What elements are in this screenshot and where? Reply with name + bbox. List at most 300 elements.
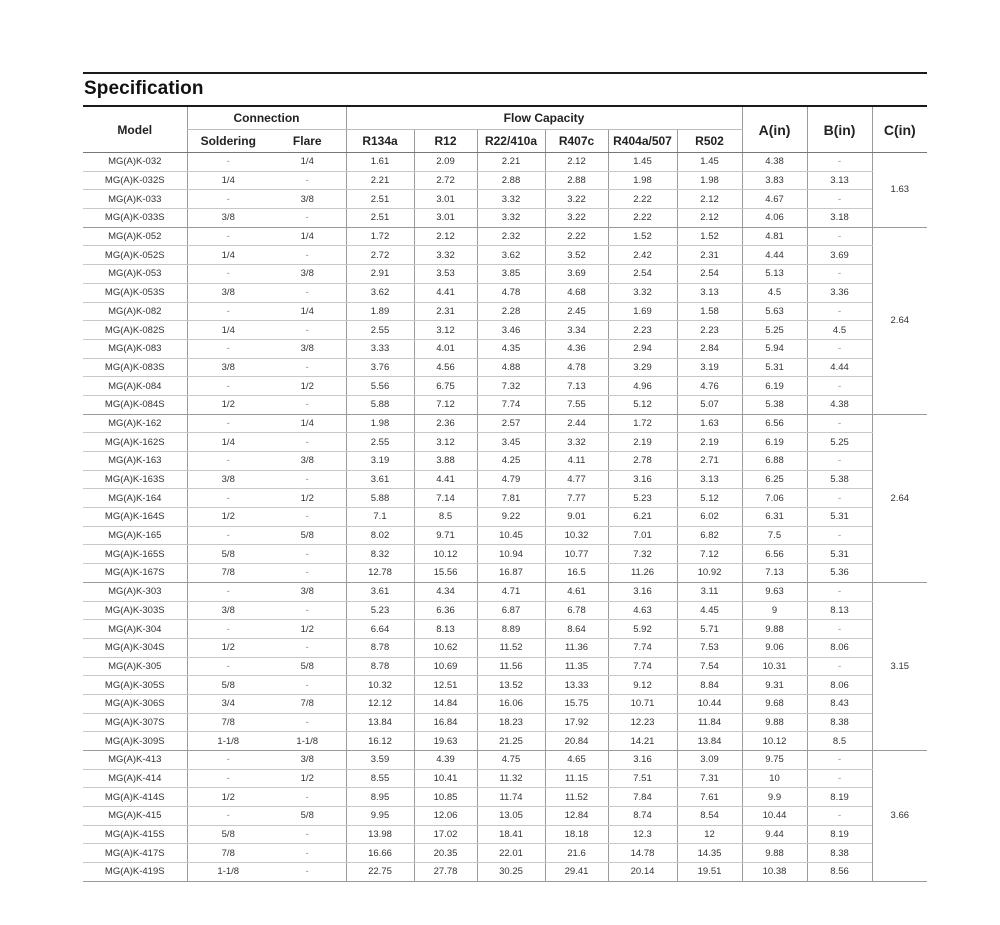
cell-flare: 3/8 [269, 582, 346, 601]
cell-a: 6.56 [742, 414, 807, 433]
cell-r22-410a: 2.57 [477, 414, 545, 433]
cell-soldering: 3/8 [187, 601, 269, 620]
cell-r404a-507: 4.96 [608, 377, 677, 396]
cell-r502: 5.07 [677, 395, 742, 414]
cell-r502: 1.52 [677, 227, 742, 246]
cell-r404a-507: 8.74 [608, 807, 677, 826]
cell-model: MG(A)K-082S [83, 321, 187, 340]
cell-flare: - [269, 564, 346, 583]
cell-flare: - [269, 283, 346, 302]
cell-r407c: 7.13 [545, 377, 608, 396]
cell-model: MG(A)K-303 [83, 582, 187, 601]
cell-soldering: - [187, 807, 269, 826]
cell-soldering: 3/8 [187, 283, 269, 302]
table-row [83, 395, 927, 414]
cell-soldering: 5/8 [187, 545, 269, 564]
cell-r12: 4.34 [414, 582, 477, 601]
cell-r404a-507: 1.72 [608, 414, 677, 433]
cell-r22-410a: 2.88 [477, 171, 545, 190]
cell-r22-410a: 7.81 [477, 489, 545, 508]
header-flare: Flare [269, 130, 346, 153]
cell-r404a-507: 5.23 [608, 489, 677, 508]
cell-r134a: 5.23 [346, 601, 414, 620]
cell-a: 7.06 [742, 489, 807, 508]
table-row [83, 414, 927, 433]
cell-soldering: 1-1/8 [187, 863, 269, 882]
cell-model: MG(A)K-052 [83, 227, 187, 246]
cell-a: 4.44 [742, 246, 807, 265]
cell-flare: - [269, 209, 346, 228]
cell-r407c: 16.5 [545, 564, 608, 583]
cell-model: MG(A)K-304 [83, 620, 187, 639]
cell-a: 9.88 [742, 844, 807, 863]
cell-r404a-507: 3.29 [608, 358, 677, 377]
cell-a: 3.83 [742, 171, 807, 190]
cell-b: 8.06 [807, 676, 872, 695]
cell-r502: 7.61 [677, 788, 742, 807]
cell-flare: - [269, 508, 346, 527]
cell-r134a: 5.56 [346, 377, 414, 396]
cell-r12: 3.53 [414, 265, 477, 284]
cell-r404a-507: 6.21 [608, 508, 677, 527]
cell-r502: 2.12 [677, 209, 742, 228]
cell-soldering: 3/8 [187, 470, 269, 489]
cell-r404a-507: 14.21 [608, 732, 677, 751]
cell-r12: 10.12 [414, 545, 477, 564]
cell-b: - [807, 489, 872, 508]
cell-r134a: 10.32 [346, 676, 414, 695]
cell-r22-410a: 4.35 [477, 339, 545, 358]
table-row [83, 190, 927, 209]
cell-soldering: - [187, 452, 269, 471]
cell-r404a-507: 3.32 [608, 283, 677, 302]
table-row [83, 246, 927, 265]
cell-a: 9.31 [742, 676, 807, 695]
table-row [83, 377, 927, 396]
cell-a: 10.12 [742, 732, 807, 751]
cell-a: 9.44 [742, 825, 807, 844]
cell-r12: 16.84 [414, 713, 477, 732]
cell-r134a: 8.32 [346, 545, 414, 564]
cell-b: 8.38 [807, 713, 872, 732]
cell-r12: 3.12 [414, 433, 477, 452]
cell-a: 5.13 [742, 265, 807, 284]
cell-b: 8.56 [807, 863, 872, 882]
table-row [83, 339, 927, 358]
cell-c-group: 3.66 [872, 751, 927, 882]
cell-r12: 8.13 [414, 620, 477, 639]
table-row [83, 620, 927, 639]
cell-r502: 1.98 [677, 171, 742, 190]
cell-r22-410a: 9.22 [477, 508, 545, 527]
cell-flare: - [269, 601, 346, 620]
cell-model: MG(A)K-303S [83, 601, 187, 620]
cell-flare: 5/8 [269, 526, 346, 545]
table-row [83, 751, 927, 770]
cell-model: MG(A)K-414S [83, 788, 187, 807]
table-row [83, 601, 927, 620]
cell-b: 4.5 [807, 321, 872, 340]
cell-r502: 3.13 [677, 470, 742, 489]
cell-r407c: 4.61 [545, 582, 608, 601]
table-row [83, 545, 927, 564]
cell-r502: 7.53 [677, 638, 742, 657]
cell-flare: - [269, 470, 346, 489]
cell-a: 5.31 [742, 358, 807, 377]
cell-flare: 1/2 [269, 489, 346, 508]
cell-b: - [807, 620, 872, 639]
header-r502: R502 [677, 130, 742, 153]
table-row [83, 489, 927, 508]
cell-r22-410a: 2.28 [477, 302, 545, 321]
cell-r502: 7.31 [677, 769, 742, 788]
cell-r404a-507: 3.16 [608, 470, 677, 489]
cell-model: MG(A)K-032 [83, 153, 187, 172]
cell-model: MG(A)K-415 [83, 807, 187, 826]
cell-c-group: 1.63 [872, 153, 927, 228]
cell-b: 3.69 [807, 246, 872, 265]
cell-flare: - [269, 395, 346, 414]
cell-r502: 5.71 [677, 620, 742, 639]
cell-a: 6.19 [742, 433, 807, 452]
cell-r407c: 4.77 [545, 470, 608, 489]
cell-r22-410a: 3.46 [477, 321, 545, 340]
cell-b: - [807, 657, 872, 676]
cell-flare: 5/8 [269, 657, 346, 676]
cell-r404a-507: 2.78 [608, 452, 677, 471]
cell-flare: - [269, 246, 346, 265]
header-soldering: Soldering [187, 130, 269, 153]
cell-a: 9.63 [742, 582, 807, 601]
cell-a: 4.67 [742, 190, 807, 209]
cell-b: - [807, 414, 872, 433]
cell-r22-410a: 4.79 [477, 470, 545, 489]
cell-r407c: 4.36 [545, 339, 608, 358]
cell-r12: 19.63 [414, 732, 477, 751]
cell-r407c: 4.65 [545, 751, 608, 770]
cell-r12: 10.85 [414, 788, 477, 807]
cell-r134a: 2.21 [346, 171, 414, 190]
cell-r407c: 7.55 [545, 395, 608, 414]
cell-soldering: 7/8 [187, 713, 269, 732]
cell-model: MG(A)K-053S [83, 283, 187, 302]
cell-b: - [807, 807, 872, 826]
cell-flare: - [269, 676, 346, 695]
cell-flare: - [269, 545, 346, 564]
cell-r407c: 3.34 [545, 321, 608, 340]
cell-a: 9.88 [742, 620, 807, 639]
cell-r12: 2.72 [414, 171, 477, 190]
cell-r22-410a: 18.23 [477, 713, 545, 732]
cell-soldering: 1/4 [187, 246, 269, 265]
header-model: Model [83, 106, 187, 153]
cell-flare: 3/8 [269, 339, 346, 358]
cell-r12: 3.88 [414, 452, 477, 471]
cell-r22-410a: 13.05 [477, 807, 545, 826]
cell-r407c: 11.35 [545, 657, 608, 676]
cell-model: MG(A)K-309S [83, 732, 187, 751]
cell-b: - [807, 526, 872, 545]
header-flow-capacity: Flow Capacity [346, 106, 742, 130]
cell-r134a: 12.78 [346, 564, 414, 583]
cell-model: MG(A)K-162 [83, 414, 187, 433]
cell-r404a-507: 3.16 [608, 582, 677, 601]
cell-r407c: 29.41 [545, 863, 608, 882]
cell-r404a-507: 20.14 [608, 863, 677, 882]
table-row [83, 713, 927, 732]
cell-r404a-507: 7.74 [608, 657, 677, 676]
cell-r134a: 2.51 [346, 209, 414, 228]
cell-r134a: 2.72 [346, 246, 414, 265]
cell-r502: 1.58 [677, 302, 742, 321]
cell-r502: 4.76 [677, 377, 742, 396]
cell-soldering: 3/8 [187, 358, 269, 377]
cell-r12: 4.01 [414, 339, 477, 358]
cell-flare: - [269, 358, 346, 377]
cell-r134a: 3.61 [346, 582, 414, 601]
cell-r12: 10.41 [414, 769, 477, 788]
cell-model: MG(A)K-082 [83, 302, 187, 321]
cell-model: MG(A)K-305S [83, 676, 187, 695]
table-body [83, 153, 927, 882]
cell-r12: 4.39 [414, 751, 477, 770]
cell-model: MG(A)K-165 [83, 526, 187, 545]
cell-soldering: - [187, 265, 269, 284]
cell-r134a: 3.61 [346, 470, 414, 489]
cell-a: 4.06 [742, 209, 807, 228]
cell-r404a-507: 11.26 [608, 564, 677, 583]
cell-b: 8.19 [807, 825, 872, 844]
cell-flare: 1/2 [269, 769, 346, 788]
cell-r404a-507: 7.32 [608, 545, 677, 564]
cell-b: 4.38 [807, 395, 872, 414]
cell-r12: 9.71 [414, 526, 477, 545]
cell-r22-410a: 22.01 [477, 844, 545, 863]
cell-b: 5.36 [807, 564, 872, 583]
cell-r22-410a: 11.32 [477, 769, 545, 788]
cell-model: MG(A)K-305 [83, 657, 187, 676]
cell-r134a: 8.95 [346, 788, 414, 807]
cell-r407c: 11.15 [545, 769, 608, 788]
cell-soldering: - [187, 153, 269, 172]
cell-r404a-507: 7.51 [608, 769, 677, 788]
cell-a: 5.63 [742, 302, 807, 321]
cell-flare: - [269, 638, 346, 657]
cell-r22-410a: 4.78 [477, 283, 545, 302]
table-row [83, 302, 927, 321]
cell-model: MG(A)K-084S [83, 395, 187, 414]
header-r22-410a: R22/410a [477, 130, 545, 153]
cell-r134a: 6.64 [346, 620, 414, 639]
cell-flare: 1/4 [269, 302, 346, 321]
table-row [83, 844, 927, 863]
cell-r502: 5.12 [677, 489, 742, 508]
table-row [83, 433, 927, 452]
table-row [83, 227, 927, 246]
cell-r134a: 5.88 [346, 395, 414, 414]
cell-r404a-507: 2.42 [608, 246, 677, 265]
table-row [83, 694, 927, 713]
cell-soldering: - [187, 339, 269, 358]
cell-r134a: 7.1 [346, 508, 414, 527]
header-b: B(in) [807, 106, 872, 153]
cell-r407c: 2.88 [545, 171, 608, 190]
cell-r404a-507: 2.54 [608, 265, 677, 284]
cell-b: 8.5 [807, 732, 872, 751]
cell-b: - [807, 339, 872, 358]
cell-flare: - [269, 321, 346, 340]
cell-r407c: 21.6 [545, 844, 608, 863]
table-row [83, 638, 927, 657]
cell-r22-410a: 10.45 [477, 526, 545, 545]
table-row [83, 321, 927, 340]
cell-flare: 3/8 [269, 265, 346, 284]
cell-r404a-507: 3.16 [608, 751, 677, 770]
cell-b: 5.31 [807, 545, 872, 564]
cell-a: 6.31 [742, 508, 807, 527]
cell-r502: 2.23 [677, 321, 742, 340]
cell-model: MG(A)K-414 [83, 769, 187, 788]
cell-r502: 12 [677, 825, 742, 844]
cell-r407c: 9.01 [545, 508, 608, 527]
cell-r22-410a: 11.56 [477, 657, 545, 676]
cell-a: 6.88 [742, 452, 807, 471]
table-row [83, 508, 927, 527]
cell-r134a: 1.72 [346, 227, 414, 246]
cell-a: 9.88 [742, 713, 807, 732]
cell-r22-410a: 4.75 [477, 751, 545, 770]
cell-soldering: - [187, 489, 269, 508]
cell-r407c: 2.22 [545, 227, 608, 246]
cell-r134a: 3.62 [346, 283, 414, 302]
table-row [83, 153, 927, 172]
cell-r22-410a: 3.32 [477, 209, 545, 228]
cell-r404a-507: 1.45 [608, 153, 677, 172]
cell-model: MG(A)K-162S [83, 433, 187, 452]
cell-a: 10 [742, 769, 807, 788]
cell-flare: 3/8 [269, 751, 346, 770]
cell-r404a-507: 7.01 [608, 526, 677, 545]
cell-r502: 1.63 [677, 414, 742, 433]
cell-r502: 1.45 [677, 153, 742, 172]
cell-r134a: 13.98 [346, 825, 414, 844]
cell-r502: 13.84 [677, 732, 742, 751]
cell-flare: - [269, 844, 346, 863]
cell-r502: 11.84 [677, 713, 742, 732]
cell-soldering: - [187, 657, 269, 676]
cell-flare: - [269, 171, 346, 190]
cell-b: - [807, 769, 872, 788]
cell-r502: 3.11 [677, 582, 742, 601]
cell-r407c: 10.77 [545, 545, 608, 564]
cell-model: MG(A)K-032S [83, 171, 187, 190]
cell-r404a-507: 2.22 [608, 209, 677, 228]
cell-r502: 14.35 [677, 844, 742, 863]
table-row [83, 807, 927, 826]
cell-r407c: 4.78 [545, 358, 608, 377]
cell-r407c: 2.44 [545, 414, 608, 433]
cell-r12: 6.75 [414, 377, 477, 396]
cell-r404a-507: 12.23 [608, 713, 677, 732]
cell-b: 8.19 [807, 788, 872, 807]
table-row [83, 788, 927, 807]
cell-r134a: 5.88 [346, 489, 414, 508]
cell-soldering: 1/2 [187, 638, 269, 657]
cell-soldering: - [187, 414, 269, 433]
cell-soldering: 3/4 [187, 694, 269, 713]
cell-r404a-507: 1.69 [608, 302, 677, 321]
table-row [83, 769, 927, 788]
cell-r407c: 2.12 [545, 153, 608, 172]
cell-r407c: 11.52 [545, 788, 608, 807]
cell-model: MG(A)K-033S [83, 209, 187, 228]
cell-r134a: 9.95 [346, 807, 414, 826]
cell-r12: 15.56 [414, 564, 477, 583]
cell-b: 8.38 [807, 844, 872, 863]
cell-r12: 4.41 [414, 470, 477, 489]
cell-b: 4.44 [807, 358, 872, 377]
cell-model: MG(A)K-419S [83, 863, 187, 882]
cell-r502: 8.84 [677, 676, 742, 695]
table-row [83, 265, 927, 284]
table-row [83, 863, 927, 882]
cell-r407c: 10.32 [545, 526, 608, 545]
cell-c-group: 2.64 [872, 227, 927, 414]
cell-r407c: 8.64 [545, 620, 608, 639]
table-row [83, 283, 927, 302]
cell-r407c: 7.77 [545, 489, 608, 508]
cell-r407c: 18.18 [545, 825, 608, 844]
cell-model: MG(A)K-304S [83, 638, 187, 657]
cell-soldering: 1/4 [187, 433, 269, 452]
cell-model: MG(A)K-417S [83, 844, 187, 863]
cell-r502: 2.54 [677, 265, 742, 284]
cell-soldering: - [187, 751, 269, 770]
cell-r12: 6.36 [414, 601, 477, 620]
cell-r404a-507: 2.22 [608, 190, 677, 209]
table-row [83, 676, 927, 695]
cell-r22-410a: 21.25 [477, 732, 545, 751]
cell-r407c: 20.84 [545, 732, 608, 751]
cell-a: 9.68 [742, 694, 807, 713]
table-row [83, 526, 927, 545]
cell-model: MG(A)K-033 [83, 190, 187, 209]
cell-r22-410a: 13.52 [477, 676, 545, 695]
header-r12: R12 [414, 130, 477, 153]
table-row [83, 452, 927, 471]
cell-b: - [807, 302, 872, 321]
cell-r22-410a: 2.32 [477, 227, 545, 246]
cell-r502: 2.12 [677, 190, 742, 209]
cell-r12: 12.06 [414, 807, 477, 826]
cell-soldering: 5/8 [187, 676, 269, 695]
cell-flare: 1/2 [269, 620, 346, 639]
cell-model: MG(A)K-306S [83, 694, 187, 713]
top-rule [83, 72, 927, 74]
cell-r22-410a: 30.25 [477, 863, 545, 882]
cell-r404a-507: 7.84 [608, 788, 677, 807]
cell-b: - [807, 265, 872, 284]
cell-r134a: 1.98 [346, 414, 414, 433]
table-row [83, 732, 927, 751]
cell-r407c: 3.52 [545, 246, 608, 265]
cell-flare: 3/8 [269, 452, 346, 471]
cell-b: 5.31 [807, 508, 872, 527]
cell-r134a: 16.12 [346, 732, 414, 751]
cell-model: MG(A)K-053 [83, 265, 187, 284]
table-row [83, 825, 927, 844]
cell-r502: 6.02 [677, 508, 742, 527]
